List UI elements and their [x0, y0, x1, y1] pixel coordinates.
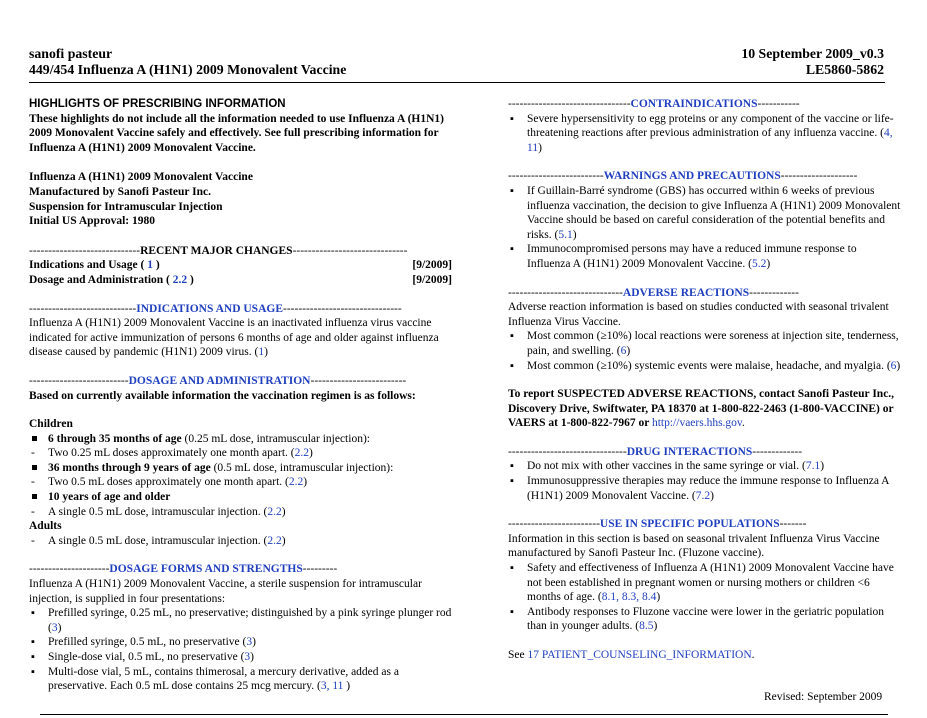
header-divider	[29, 82, 885, 83]
section-link[interactable]: 2.2	[288, 476, 304, 489]
document-code: LE5860-5862	[805, 62, 884, 77]
indications-heading: ----------------------------INDICATIONS AND USAGE-------------------------------	[29, 302, 402, 315]
section-link[interactable]: 2.2	[267, 505, 282, 518]
list-item: ▪ Most common (≥10%) local reactions were soreness at injection site, tenderness, pain, and swelling. (6)	[508, 329, 901, 358]
list-item: 6 through 35 months of age (0.25 mL dose, intramuscular injection):	[29, 432, 452, 447]
section-link[interactable]: 8.5	[639, 620, 654, 633]
section-link[interactable]: 1	[144, 259, 156, 272]
document-header-right	[741, 46, 884, 78]
list-item: ▪ Antibody responses to Fluzone vaccine were lower in the geriatric population than in younger adults. (8.5)	[508, 605, 901, 634]
indications-text: Influenza A (H1N1) 2009 Monovalent Vaccine is an inactivated influenza virus vaccine indicated for active immunization of persons 6 months of age and older against influenza disease caused by pandemic (H1N1) 2009 virus. (1)	[29, 317, 439, 359]
highlights-title: HIGHLIGHTS OF PRESCRIBING INFORMATION	[29, 98, 286, 110]
product-line: 449/454 Influenza A (H1N1) 2009 Monovalent Vaccine	[29, 62, 347, 77]
section-link[interactable]: 6	[890, 359, 897, 372]
section-link[interactable]: 3	[246, 636, 253, 649]
forms-heading: ---------------------DOSAGE FORMS AND STRENGTHS---------	[29, 563, 338, 576]
list-item: ▪ Immunosuppressive therapies may reduce the immune response to Influenza A (H1N1) 2009 Monovalent Vaccine. (7.2)	[508, 474, 901, 503]
section-link[interactable]: 7.1	[805, 460, 821, 473]
list-item: ▪ Do not mix with other vaccines in the same syringe or vial. (7.1)	[508, 459, 901, 474]
warnings-list	[508, 184, 901, 272]
list-item: ▪ If Guillain-Barré syndrome (GBS) has occurred within 6 weeks of previous influenza vaccination, the decision to give Influenza A (H1N1) 2009 Monovalent Vaccine should be based on careful consideration of the potential benefits and risks. (5.1)	[508, 184, 901, 242]
adults-heading: Adults	[29, 520, 62, 533]
dosage-form: Suspension for Intramuscular Injection	[29, 200, 223, 213]
warnings-heading: -------------------------WARNINGS AND PRECAUTIONS--------------------	[508, 170, 858, 183]
change-row-indications: Indications and Usage ( 1 ) [9/2009]	[29, 259, 452, 272]
contraindications-heading: --------------------------------CONTRAINDICATIONS-----------	[508, 98, 800, 110]
initial-approval: Initial US Approval: 1980	[29, 215, 155, 228]
drug-interactions-list	[508, 459, 901, 503]
children-heading: Children	[29, 418, 73, 431]
dosage-heading: --------------------------DOSAGE AND ADMINISTRATION-------------------------	[29, 374, 407, 387]
counseling-link[interactable]: 17 PATIENT_COUNSELING_INFORMATION	[527, 649, 752, 661]
list-item: ▪ Most common (≥10%) systemic events were malaise, headache, and myalgia. (6)	[508, 359, 901, 374]
section-link[interactable]: 2.2	[169, 273, 191, 286]
list-item: 10 years of age and older	[29, 490, 452, 505]
revised-date: Revised: September 2009	[764, 691, 883, 703]
section-link[interactable]: 6	[620, 344, 627, 357]
dosage-intro: Based on currently available information the vaccination regimen is as follows:	[29, 389, 416, 402]
specific-populations-intro: Information in this section is based on seasonal trivalent Influenza Virus Vaccine manufactured by Sanofi Pasteur Inc. (Fluzone vaccine).	[508, 532, 880, 560]
specific-populations-heading: ------------------------USE IN SPECIFIC POPULATIONS-------	[508, 518, 807, 531]
specific-populations-list	[508, 561, 901, 634]
change-date: [9/2009]	[412, 259, 452, 272]
section-link[interactable]: 8.1, 8.3, 8.4	[601, 591, 657, 604]
right-column	[508, 97, 901, 663]
list-item: ▪ Single-dose vial, 0.5 mL, no preservative (3)	[29, 650, 452, 665]
list-item: ▪ Prefilled syringe, 0.5 mL, no preservative (3)	[29, 635, 452, 650]
list-item: ▪ Safety and effectiveness of Influenza A (H1N1) 2009 Monovalent Vaccine have not been established in pregnant women or nursing mothers or children <6 months of age. (8.1, 8.3, 8.4)	[508, 561, 901, 605]
manufacturer: Manufactured by Sanofi Pasteur Inc.	[29, 185, 211, 198]
section-link[interactable]: 4, 11	[527, 127, 893, 154]
date-version: 10 September 2009_v0.3	[741, 46, 884, 61]
list-item: - A single 0.5 mL dose, intramuscular injection. (2.2)	[31, 534, 286, 547]
section-link[interactable]: 5.1	[558, 228, 573, 241]
section-link[interactable]: 2.2	[294, 447, 309, 460]
footer-divider	[40, 714, 888, 715]
list-item: ▪ Prefilled syringe, 0.25 mL, no preservative; distinguished by a pink syringe plunger rod (3)	[29, 606, 452, 635]
document-header-left	[29, 46, 346, 78]
recent-changes-heading: -----------------------------RECENT MAJOR CHANGES------------------------------	[29, 244, 408, 257]
section-link[interactable]: 3	[244, 651, 251, 663]
product-name: Influenza A (H1N1) 2009 Monovalent Vaccine	[29, 171, 253, 184]
contraindications-list	[508, 112, 901, 156]
list-item: - A single 0.5 mL dose, intramuscular injection. (2.2)	[31, 505, 286, 518]
adverse-intro: Adverse reaction information is based on studies conducted with seasonal trivalent Influenza Virus Vaccine.	[508, 301, 889, 328]
section-link[interactable]: 7.2	[695, 489, 711, 502]
highlights-disclaimer: These highlights do not include all the information needed to use Influenza A (H1N1) 2009 Monovalent Vaccine safely and effectively. See full prescribing information for Influenza A (H1N1) 2009 Monovalent Vaccine.	[29, 112, 444, 154]
section-link[interactable]: 5.2	[751, 257, 767, 270]
change-row-dosage: Dosage and Administration ( 2.2 ) [9/2009]	[29, 273, 452, 286]
report-contact: To report SUSPECTED ADVERSE REACTIONS, contact Sanofi Pasteur Inc., Discovery Drive, Swiftwater, PA 18370 at 1-800-822-2463 (1-800-VACCINE) or VAERS at 1-800-822-7967 or http://vaers.hhs.gov.	[508, 388, 895, 430]
vaers-link[interactable]: http://vaers.hhs.gov	[651, 417, 742, 430]
forms-intro: Influenza A (H1N1) 2009 Monovalent Vaccine, a sterile suspension for intramuscular injection, is supplied in four presentations:	[29, 578, 422, 605]
see-counseling: See 17 PATIENT_COUNSELING_INFORMATION.	[508, 649, 755, 661]
adverse-heading: ------------------------------ADVERSE REACTIONS-------------	[508, 286, 799, 299]
company-name: sanofi pasteur	[29, 46, 113, 61]
list-item: 36 months through 9 years of age (0.5 mL dose, intramuscular injection):	[29, 461, 452, 476]
list-item: ▪ Multi-dose vial, 5 mL, contains thimerosal, a mercury derivative, added as a preservative. Each 0.5 mL dose contains 25 mcg mercury. (3, 11 )	[29, 665, 452, 694]
adverse-list	[508, 329, 901, 373]
section-link[interactable]: 1	[258, 346, 265, 359]
list-item: - Two 0.5 mL doses approximately one month apart. (2.2)	[31, 476, 308, 489]
forms-list	[29, 606, 452, 694]
change-date: [9/2009]	[412, 273, 452, 286]
list-item: ▪ Severe hypersensitivity to egg proteins or any component of the vaccine or life-threatening reactions after previous administration of any influenza vaccine. (4, 11)	[508, 112, 901, 156]
list-item: ▪ Immunocompromised persons may have a reduced immune response to Influenza A (H1N1) 2009 Monovalent Vaccine. (5.2)	[508, 242, 901, 271]
section-link[interactable]: 2.2	[267, 534, 282, 547]
left-column	[29, 97, 452, 694]
drug-interactions-heading: -------------------------------DRUG INTERACTIONS-------------	[508, 445, 803, 458]
list-item: - Two 0.25 mL doses approximately one month apart. (2.2)	[31, 447, 313, 460]
section-link[interactable]: 3, 11	[320, 680, 347, 693]
section-link[interactable]: 3	[51, 621, 58, 634]
